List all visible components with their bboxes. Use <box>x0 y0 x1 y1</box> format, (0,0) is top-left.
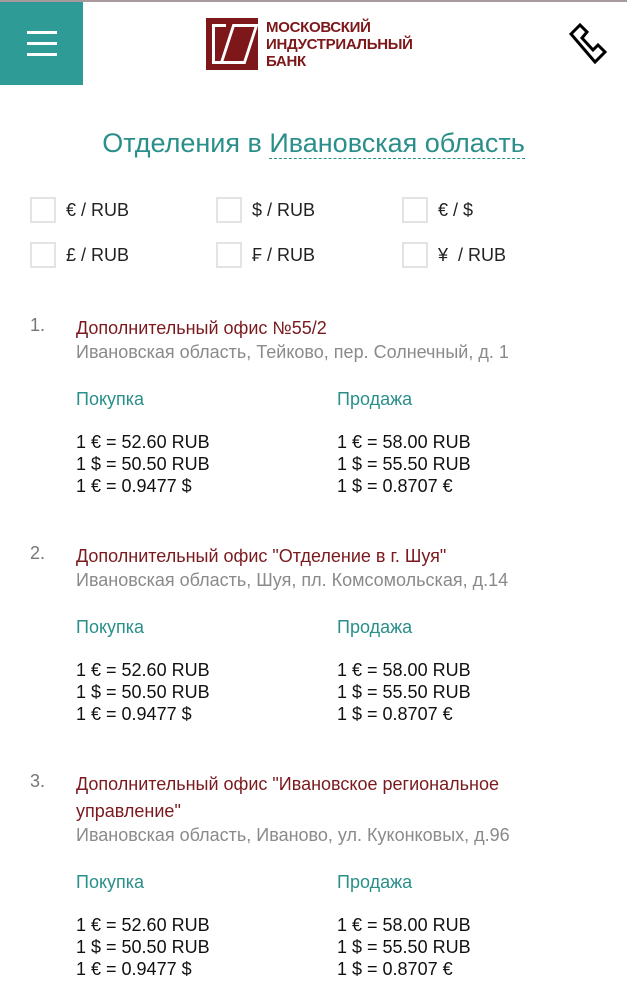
filter-gbp-rub[interactable] <box>30 242 129 268</box>
filter-label: € / RUB <box>66 199 130 220</box>
rate-sell: 1 $ = 55.50 RUB <box>337 454 471 474</box>
filter-eur-usd[interactable] <box>402 197 473 223</box>
filter-label: ¥ / RUB <box>438 244 507 265</box>
buy-label: Покупка <box>76 389 145 409</box>
rate-buy: 1 $ = 50.50 RUB <box>76 454 210 474</box>
office-number: 2. <box>30 543 46 563</box>
rate-buy: 1 € = 52.60 RUB <box>76 660 210 680</box>
region-selector[interactable]: Ивановская область <box>269 128 525 158</box>
rate-buy: 1 $ = 50.50 RUB <box>76 937 210 957</box>
office-title-link[interactable]: Дополнительный офис "Отделение в г. Шуя" <box>76 546 447 566</box>
checkbox[interactable] <box>216 242 242 268</box>
sell-label: Продажа <box>337 617 413 637</box>
sell-column <box>337 872 471 980</box>
rate-buy: 1 € = 52.60 RUB <box>76 432 210 452</box>
rate-sell: 1 $ = 55.50 RUB <box>337 682 471 702</box>
buy-label: Покупка <box>76 872 145 892</box>
buy-column <box>76 872 210 980</box>
page-title <box>0 128 627 159</box>
menu-button[interactable] <box>0 2 83 85</box>
office-address: Ивановская область, Тейково, пер. Солнечный, д. 1 <box>76 342 509 362</box>
filter-label: £ / RUB <box>66 244 130 265</box>
hamburger-line <box>27 42 57 45</box>
rate-sell: 1 € = 58.00 RUB <box>337 432 471 452</box>
sell-label: Продажа <box>337 389 413 409</box>
hamburger-icon <box>27 31 57 34</box>
sell-column <box>337 389 471 497</box>
hamburger-line <box>27 53 57 56</box>
rate-buy: 1 $ = 50.50 RUB <box>76 682 210 702</box>
rate-sell: 1 $ = 0.8707 € <box>337 704 453 724</box>
office-number: 3. <box>30 771 46 791</box>
rate-sell: 1 $ = 0.8707 € <box>337 476 453 496</box>
phone-icon[interactable] <box>567 22 607 66</box>
buy-column <box>76 389 210 497</box>
rate-sell: 1 € = 58.00 RUB <box>337 915 471 935</box>
logo-text-line: ИНДУСТРИАЛЬНЫЙ <box>266 35 413 53</box>
logo-mark-icon <box>206 18 258 70</box>
rate-sell: 1 $ = 0.8707 € <box>337 959 453 979</box>
office-address: Ивановская область, Иваново, ул. Куконковых, д.96 <box>76 825 510 845</box>
filter-usd-rub[interactable] <box>216 197 315 223</box>
title-prefix: Отделения в <box>102 128 262 158</box>
sell-column <box>337 617 471 725</box>
rate-buy: 1 € = 0.9477 $ <box>76 959 192 979</box>
filter-label: € / $ <box>438 199 474 220</box>
bank-logo[interactable] <box>206 18 413 70</box>
rate-sell: 1 € = 58.00 RUB <box>337 660 471 680</box>
rate-buy: 1 € = 0.9477 $ <box>76 476 192 496</box>
logo-text-line: БАНК <box>266 52 306 70</box>
checkbox[interactable] <box>216 197 242 223</box>
checkbox[interactable] <box>402 197 428 223</box>
filter-chf-rub[interactable] <box>216 242 315 268</box>
buy-column <box>76 617 210 725</box>
filter-label: ₣ / RUB <box>252 244 316 265</box>
checkbox[interactable] <box>30 197 56 223</box>
office-address: Ивановская область, Шуя, пл. Комсомольская, д.14 <box>76 570 509 590</box>
logo-text-line: МОСКОВСКИЙ <box>266 18 371 36</box>
office-title-link[interactable]: Дополнительный офис №55/2 <box>76 318 327 338</box>
rate-sell: 1 $ = 55.50 RUB <box>337 937 471 957</box>
filter-eur-rub[interactable] <box>30 197 129 223</box>
sell-label: Продажа <box>337 872 413 892</box>
filter-jpy-rub[interactable] <box>402 242 506 268</box>
header <box>0 2 627 86</box>
rate-buy: 1 € = 52.60 RUB <box>76 915 210 935</box>
office-number: 1. <box>30 315 46 335</box>
office-title-link[interactable]: Дополнительный офис "Ивановское региональное управление" <box>76 774 499 821</box>
filter-label: $ / RUB <box>252 199 316 220</box>
buy-label: Покупка <box>76 617 145 637</box>
checkbox[interactable] <box>30 242 56 268</box>
rate-buy: 1 € = 0.9477 $ <box>76 704 192 724</box>
checkbox[interactable] <box>402 242 428 268</box>
